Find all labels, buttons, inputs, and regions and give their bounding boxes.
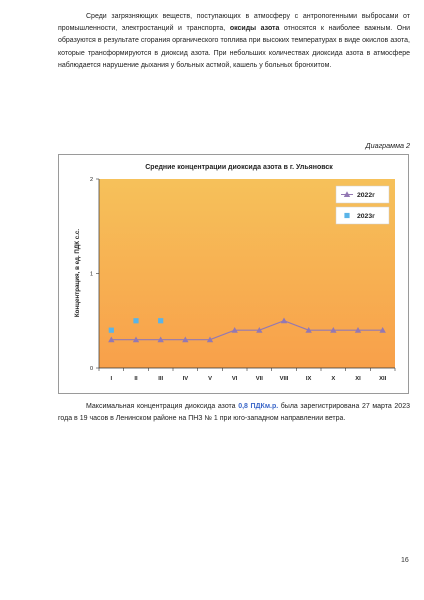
legend-label: 2023г bbox=[357, 213, 375, 220]
intro-text-end: относятся к наиболее важным. Они образуются в результате сгорания органического топлива при высоких температурах в виде окислов азота, которые трансформируются в диоксид азота. При небольших количествах диоксида азота в атмосфере наблюдается нарушение дыхания у больных астмой, кашель у больных бронхитом. bbox=[58, 25, 410, 69]
line-chart bbox=[59, 155, 408, 393]
y-tick-label: 0 bbox=[89, 366, 93, 372]
x-tick-label: IX bbox=[305, 376, 312, 382]
y-tick-label: 1 bbox=[89, 271, 93, 278]
max-concentration-paragraph bbox=[58, 401, 410, 425]
intro-text-start: Среди загрязняющих веществ, поступающих в атмосферу с антропогенными выбросами от промышленности, электростанций и транспорта, bbox=[58, 13, 410, 33]
x-tick-label: VII bbox=[255, 376, 263, 382]
max-text-end: была зарегистрирована 27 марта 2023 года в 19 часов в Ленинском районе на ПНЗ № 1 при юго-западном направлении ветра. bbox=[58, 403, 410, 423]
chart-frame bbox=[58, 154, 409, 394]
max-text-start: Максимальная концентрация диоксида азота bbox=[86, 403, 239, 410]
x-tick-label: XII bbox=[379, 376, 387, 382]
legend-swatch-marker bbox=[344, 213, 349, 218]
x-tick-label: XI bbox=[355, 376, 361, 382]
diagram-caption: Диаграмма 2 bbox=[365, 141, 410, 150]
x-tick-label: V bbox=[208, 376, 212, 382]
data-point-square bbox=[158, 318, 163, 323]
y-tick-label: 2 bbox=[89, 177, 93, 183]
intro-paragraph bbox=[58, 11, 410, 72]
max-value-highlight: 0,8 ПДКм.р. bbox=[238, 403, 279, 410]
data-point-square bbox=[133, 318, 138, 323]
x-tick-label: I bbox=[110, 376, 113, 382]
x-tick-label: VI bbox=[231, 376, 238, 382]
y-axis-label: Концентрация, в ед. ПДК с.с. bbox=[74, 228, 81, 318]
page-number: 16 bbox=[401, 557, 409, 564]
data-point-square bbox=[109, 328, 114, 333]
legend-label: 2022г bbox=[357, 192, 375, 199]
nitrogen-oxides-term: оксиды азота bbox=[229, 25, 280, 33]
x-tick-label: X bbox=[331, 376, 336, 382]
x-tick-label: VIII bbox=[279, 376, 289, 382]
x-tick-label: III bbox=[158, 376, 164, 382]
chart-title: Средние концентрации диоксида азота в г. Ульяновск bbox=[145, 164, 333, 171]
x-tick-label: IV bbox=[182, 376, 189, 382]
x-tick-label: II bbox=[134, 376, 138, 382]
